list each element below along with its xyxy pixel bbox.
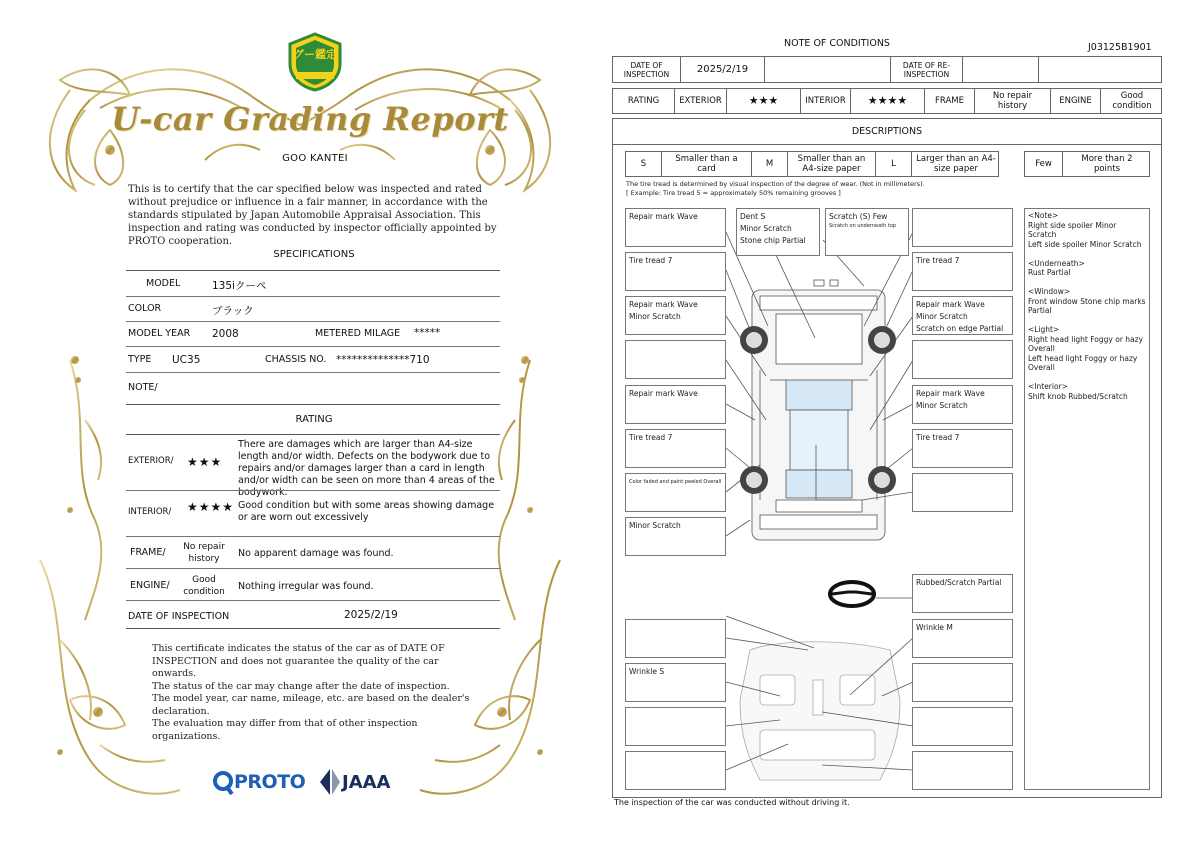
condition-note-empty — [625, 340, 726, 379]
exterior-stars: ★★★ — [187, 455, 223, 469]
divider — [126, 372, 500, 373]
condition-note-tire-rear-left: Tire tread 7 — [625, 429, 726, 468]
exterior-description: There are damages which are larger than A4-size length and/or width. Defects on the bodywork due to repairs and/or damages larger than a card in length and/or width can be seen on more than 4 areas of the bodywork. — [238, 439, 495, 498]
legend-code-m: M — [752, 152, 788, 176]
certification-statement: This is to certify that the car specified below was inspected and rated without prejudice or influence in a fair manner, in accordance with the standards stipulated by Japan Automobile Appraisal Association. This inspection and rating was conducted by inspector officially appointed by PROTO cooperation. — [128, 184, 497, 247]
note-of-conditions — [600, 0, 1200, 848]
frame-label: FRAME — [925, 89, 975, 113]
jaaa-logo-icon — [318, 768, 340, 796]
divider — [126, 296, 500, 297]
empty-cell — [765, 57, 891, 82]
notes-heading: <Light> — [1028, 325, 1060, 334]
condition-note-front-right — [912, 208, 1013, 247]
empty-cell — [1039, 57, 1163, 82]
date-row — [612, 56, 1162, 83]
condition-note-seat-right: Wrinkle M — [912, 619, 1013, 658]
notes-heading: <Underneath> — [1028, 258, 1085, 268]
notes-line: Rust Partial — [1028, 268, 1071, 277]
notes-group — [1028, 325, 1146, 373]
condition-note-empty — [625, 751, 726, 790]
date-of-inspection-label: DATE OF INSPECTION — [128, 611, 230, 622]
descriptions-heading: DESCRIPTIONS — [851, 126, 923, 137]
notes-group — [1028, 287, 1146, 316]
condition-note-quarter-left: Color faded and paint peeled Overall — [625, 473, 726, 512]
condition-note-rear: Minor Scratch — [625, 517, 726, 556]
notes-group — [1028, 211, 1146, 249]
frame-value: No repair history — [183, 542, 225, 564]
engine-value: Good condition — [183, 575, 225, 597]
tire-tread-note — [626, 180, 925, 197]
divider — [126, 404, 500, 405]
legend-text-m: Smaller than an A4-size paper — [788, 152, 876, 176]
divider — [126, 628, 500, 629]
condition-note-door-left: Repair mark Wave — [625, 385, 726, 424]
engine-label: ENGINE — [1051, 89, 1101, 113]
rating-label: RATING — [613, 89, 675, 113]
date-of-reinspection-label: DATE OF RE-INSPECTION — [891, 57, 963, 82]
color-value: ブラック — [212, 305, 254, 317]
footer-logos — [212, 768, 412, 802]
notes-heading: <Note> — [1028, 211, 1059, 220]
proto-logo-text: PROTO — [234, 771, 306, 793]
condition-note-empty — [912, 751, 1013, 790]
notes-line: Left head light Foggy or hazy Overall — [1028, 353, 1138, 372]
notes-panel — [1024, 208, 1150, 790]
frame-value: No repair history — [975, 89, 1051, 113]
divider — [126, 490, 500, 491]
exterior-label: EXTERIOR — [675, 89, 727, 113]
condition-note-fender-right: Repair mark Wave Minor Scratch Scratch on edge Partial — [912, 296, 1013, 335]
notes-line: Right head light Foggy or hazy Overall — [1028, 334, 1144, 353]
proto-logo-icon — [212, 770, 234, 796]
interior-label: INTERIOR/ — [128, 507, 172, 517]
divider — [126, 434, 500, 435]
inspection-footer-note: The inspection of the car was conducted without driving it. — [614, 798, 850, 807]
document-id: J03125B1901 — [1088, 42, 1152, 53]
condition-note-fender-left: Repair mark Wave Minor Scratch — [625, 296, 726, 335]
notes-line: Right side spoiler Minor Scratch — [1028, 220, 1117, 239]
condition-note-empty — [912, 707, 1013, 746]
condition-note-roof-text: Scratch (S) Few — [829, 212, 888, 221]
notes-heading: <Window> — [1028, 287, 1071, 296]
disclaimer — [152, 643, 482, 743]
badge-shield-icon — [286, 32, 344, 92]
note-label: NOTE/ — [128, 382, 158, 393]
condition-note-empty — [625, 707, 726, 746]
date-of-reinspection-value — [963, 57, 1039, 82]
divider — [126, 346, 500, 347]
interior-stars: ★★★★ — [187, 500, 235, 514]
tire-tread-note-line: [ Example: Tire tread 5 = approximately 50% remaining grooves ] — [626, 188, 841, 197]
condition-note-empty — [912, 340, 1013, 379]
notes-line: Left side spoiler Minor Scratch — [1028, 239, 1142, 249]
condition-note-hood: Dent S Minor Scratch Stone chip Partial — [736, 208, 820, 256]
notes-heading: <Interior> — [1028, 382, 1068, 391]
report-subtitle: GOO KANTEI — [282, 153, 348, 164]
badge-text: グー鑑定 — [293, 48, 337, 61]
tire-tread-note-line: The tire tread is determined by visual inspection of the degree of wear. (Not in millimeters). — [626, 180, 925, 188]
model-value: 135iクーペ — [212, 280, 267, 292]
type-value: UC35 — [172, 354, 201, 366]
condition-note-front-left: Repair mark Wave — [625, 208, 726, 247]
engine-description: Nothing irregular was found. — [238, 581, 374, 592]
disclaimer-line: The status of the car may change after the date of inspection. — [152, 680, 450, 692]
legend-code-s: S — [626, 152, 662, 176]
chassis-value: **************710 — [336, 354, 430, 366]
few-legend — [1024, 151, 1150, 177]
date-of-inspection-value: 2025/2/19 — [681, 57, 765, 82]
divider — [612, 144, 1162, 145]
condition-note-steering: Rubbed/Scratch Partial — [912, 574, 1013, 613]
model-year-label: MODEL YEAR — [128, 328, 191, 339]
report-title: U-car Grading Report — [111, 100, 509, 138]
condition-note-door-right: Repair mark Wave Minor Scratch — [912, 385, 1013, 424]
size-legend — [625, 151, 999, 177]
notes-line: Front window Stone chip marks Partial — [1028, 296, 1146, 315]
exterior-stars: ★★★ — [727, 89, 801, 113]
condition-note-tire-front-left: Tire tread 7 — [625, 252, 726, 291]
legend-text-l: Larger than an A4-size paper — [916, 154, 996, 174]
condition-note-empty — [912, 663, 1013, 702]
engine-label: ENGINE/ — [130, 580, 170, 591]
color-label: COLOR — [128, 303, 162, 314]
divider — [126, 568, 500, 569]
engine-value: Good condition — [1112, 91, 1152, 111]
conditions-title: NOTE OF CONDITIONS — [784, 38, 890, 49]
chassis-label: CHASSIS NO. — [265, 354, 327, 365]
model-label: MODEL — [146, 278, 181, 289]
interior-description: Good condition but with some areas showing damage or are worn out excessively — [238, 500, 495, 523]
jaaa-logo-text: JAAA — [342, 772, 391, 793]
condition-note-tire-front-right: Tire tread 7 — [912, 252, 1013, 291]
legend-text-s: Smaller than a card — [662, 152, 752, 176]
goo-kantei-badge — [286, 32, 344, 92]
divider — [126, 270, 500, 271]
date-of-inspection-label: DATE OF INSPECTION — [613, 57, 681, 82]
condition-note-empty — [625, 619, 726, 658]
interior-label: INTERIOR — [801, 89, 851, 113]
steering-wheel-icon — [830, 582, 874, 606]
date-of-inspection-value: 2025/2/19 — [344, 609, 398, 621]
type-label: TYPE — [128, 354, 152, 365]
condition-note-seat-left: Wrinkle S — [625, 663, 726, 702]
legend-code-l: L — [876, 152, 912, 176]
legend-text-few: More than 2 points — [1081, 154, 1133, 174]
disclaimer-line: The evaluation may differ from that of other inspection organizations. — [152, 718, 418, 742]
notes-group — [1028, 382, 1146, 401]
divider — [126, 321, 500, 322]
model-year-value: 2008 — [212, 328, 239, 340]
condition-note-roof — [825, 208, 909, 256]
frame-description: No apparent damage was found. — [238, 548, 394, 559]
divider — [126, 600, 500, 601]
metered-milage-value: ***** — [414, 327, 441, 339]
rating-row — [612, 88, 1162, 114]
condition-note-empty — [912, 473, 1013, 512]
specifications-heading: SPECIFICATIONS — [273, 249, 355, 260]
frame-label: FRAME/ — [130, 547, 166, 558]
rating-heading: RATING — [295, 414, 333, 425]
exterior-label: EXTERIOR/ — [128, 456, 174, 466]
disclaimer-line: The model year, car name, mileage, etc. are based on the dealer's declaration. — [152, 693, 470, 717]
notes-line: Shift knob Rubbed/Scratch — [1028, 391, 1128, 401]
legend-code-few: Few — [1025, 152, 1063, 176]
condition-note-tire-rear-right: Tire tread 7 — [912, 429, 1013, 468]
metered-milage-label: METERED MILAGE — [315, 328, 401, 339]
disclaimer-line: This certificate indicates the status of the car as of DATE OF INSPECTION and does not guarantee the quality of the car onwards. — [152, 643, 445, 679]
condition-note-roof-detail: Scratch on underneath top — [829, 223, 897, 229]
interior-stars: ★★★★ — [851, 89, 925, 113]
divider — [126, 536, 500, 537]
notes-group — [1028, 259, 1146, 278]
